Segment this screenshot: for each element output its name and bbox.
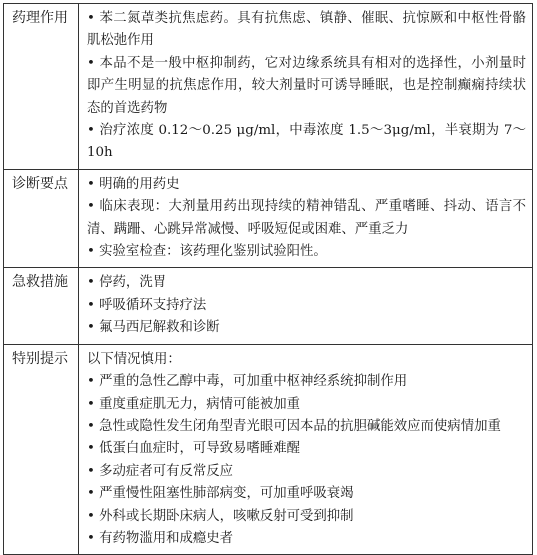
- list-item: • 严重慢性阻塞性肺部病变，可加重呼吸衰竭: [87, 486, 354, 502]
- row-label: 特别提示: [4, 344, 79, 555]
- list-item: • 重度重症肌无力，病情可能被加重: [87, 396, 301, 412]
- table-row-pharmacology: [4, 4, 533, 170]
- row-content: [79, 169, 533, 268]
- list-item: • 停药，洗胃: [87, 275, 167, 291]
- list-item: • 呼吸循环支持疗法: [87, 297, 207, 313]
- row-label: 急救措施: [4, 268, 79, 344]
- list-item: • 氟马西尼解救和诊断: [87, 320, 220, 336]
- list-item: • 有药物滥用和成瘾史者: [87, 530, 234, 546]
- drug-info-table: [3, 3, 533, 555]
- row-content: [79, 4, 533, 170]
- list-item: • 治疗浓度 0.12～0.25 μg/ml，中毒浓度 1.5～3μg/ml，半衰期为 7～10h: [87, 123, 526, 161]
- table-row-special-notes: [4, 344, 533, 555]
- list-item: • 明确的用药史: [87, 176, 180, 192]
- row-label: 诊断要点: [4, 169, 79, 268]
- row-content: [79, 344, 533, 555]
- list-item: • 临床表现：大剂量用药出现持续的精神错乱、严重嗜睡、抖动、语言不清、蹒跚、心跳异常减慢、呼吸短促或困难、严重乏力: [87, 199, 526, 237]
- list-item: • 严重的急性乙醇中毒，可加重中枢神经系统抑制作用: [87, 374, 408, 390]
- list-item: • 实验室检查：该药理化鉴别试验阳性。: [87, 244, 327, 260]
- list-item: • 本品不是一般中枢抑制药，它对边缘系统具有相对的选择性，小剂量时即产生明显的抗焦虑作用，较大剂量时可诱导睡眠，也是控制癫痫持续状态的首选药物: [87, 55, 526, 116]
- row-content: [79, 268, 533, 344]
- list-item: • 苯二氮䓬类抗焦虑药。具有抗焦虑、镇静、催眠、抗惊厥和中枢性骨骼肌松弛作用: [87, 11, 526, 49]
- table-row-emergency: [4, 268, 533, 344]
- list-intro: 以下情况慎用：: [87, 351, 181, 367]
- table-row-diagnosis: [4, 169, 533, 268]
- list-item: • 低蛋白血症时，可导致易嗜睡难醒: [87, 441, 301, 457]
- list-item: • 外科或长期卧床病人，咳嗽反射可受到抑制: [87, 508, 354, 524]
- list-item: • 多动症者可有反常反应: [87, 463, 234, 479]
- row-label: 药理作用: [4, 4, 79, 170]
- list-item: • 急性或隐性发生闭角型青光眼可因本品的抗胆碱能效应而使病情加重: [87, 418, 501, 434]
